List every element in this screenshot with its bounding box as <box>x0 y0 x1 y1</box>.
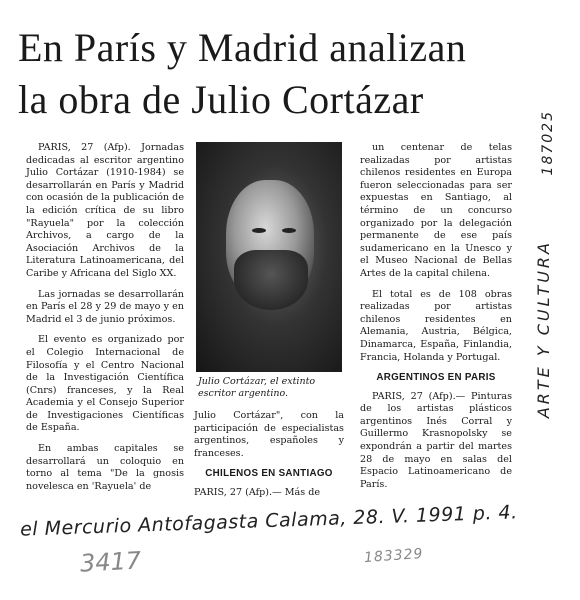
archive-stamp: 183329 <box>363 545 424 567</box>
paragraph: Las jornadas se desarrollarán en París el 28 y 29 de mayo y en Madrid el 3 de junio próximos. <box>26 288 184 325</box>
side-code: 187025 <box>540 110 556 176</box>
headline <box>18 22 548 126</box>
paragraph: El evento es organizado por el Colegio Internacional de Filosofía y el Centro Nacional de la Investigación Científica (Cnrs) franceses, y la Real Academia y el Consejo Superior de Investigaciones Científicas de España. <box>26 334 184 434</box>
paragraph: En ambas capitales se desarrollará un coloquio en torno al tema "De la gnosis novelesca en 'Rayuela' de <box>26 443 184 492</box>
section-subhead: CHILENOS EN SANTIAGO <box>205 468 333 480</box>
article-column-1 <box>26 142 184 501</box>
photo-caption: Julio Cortázar, el extinto escritor argentino. <box>198 376 316 399</box>
paragraph: El total es de 108 obras realizadas por artistas chilenos residentes en Alemania, Austria, Bélgica, Dinamarca, España, Finlandia, Francia, Holanda y Portugal. <box>360 288 512 363</box>
portrait-eye <box>282 228 296 233</box>
source-annotation: el Mercurio Antofagasta Calama, 28. V. 1991 p. 4. <box>19 501 518 541</box>
author-photo <box>196 142 342 372</box>
portrait-beard <box>234 250 308 310</box>
portrait-eye <box>252 228 266 233</box>
section-subhead: ARGENTINOS EN PARIS <box>376 372 496 384</box>
paragraph: PARIS, 27 (Afp).— Más de <box>194 486 321 498</box>
side-section: ARTE Y CULTURA <box>534 240 553 419</box>
paragraph: un centenar de telas realizadas por artistas chilenos residentes en Europa fueron seleccionadas para ser expuestas en Santiago, al término de un concurso organizado por la delegación permanente de ese país sudamericano en la Unesco y el Museo Nacional de Bellas Artes de la capital chilena. <box>360 142 512 279</box>
headline-line-1: En París y Madrid analizan <box>18 25 467 70</box>
article-column-3 <box>360 142 512 499</box>
paragraph: PARIS, 27 (Afp).— Pinturas de los artistas plásticos argentinos Inés Corral y Guillermo Krasnopolsky se expondrán a partir del martes 28 de mayo en salas del Espacio Latinoamericano de París. <box>360 390 512 490</box>
archive-number: 3417 <box>79 546 142 578</box>
paragraph: Julio Cortázar", con la participación de especialistas argentinos, españoles y franceses. <box>194 410 344 459</box>
headline-line-2: la obra de Julio Cortázar <box>18 77 424 122</box>
article-column-2 <box>194 410 344 508</box>
paragraph: PARIS, 27 (Afp). Jornadas dedicadas al escritor argentino Julio Cortázar (1910-1984) se desarrollarán en París y Madrid con ocasión de la publicación de la edición crítica de su libro "Rayuela" por la colección Archivos, a cargo de la Asociación Archivos de la Literatura Latinoamericana, del Caribe y Africana del Siglo XX. <box>26 142 184 279</box>
